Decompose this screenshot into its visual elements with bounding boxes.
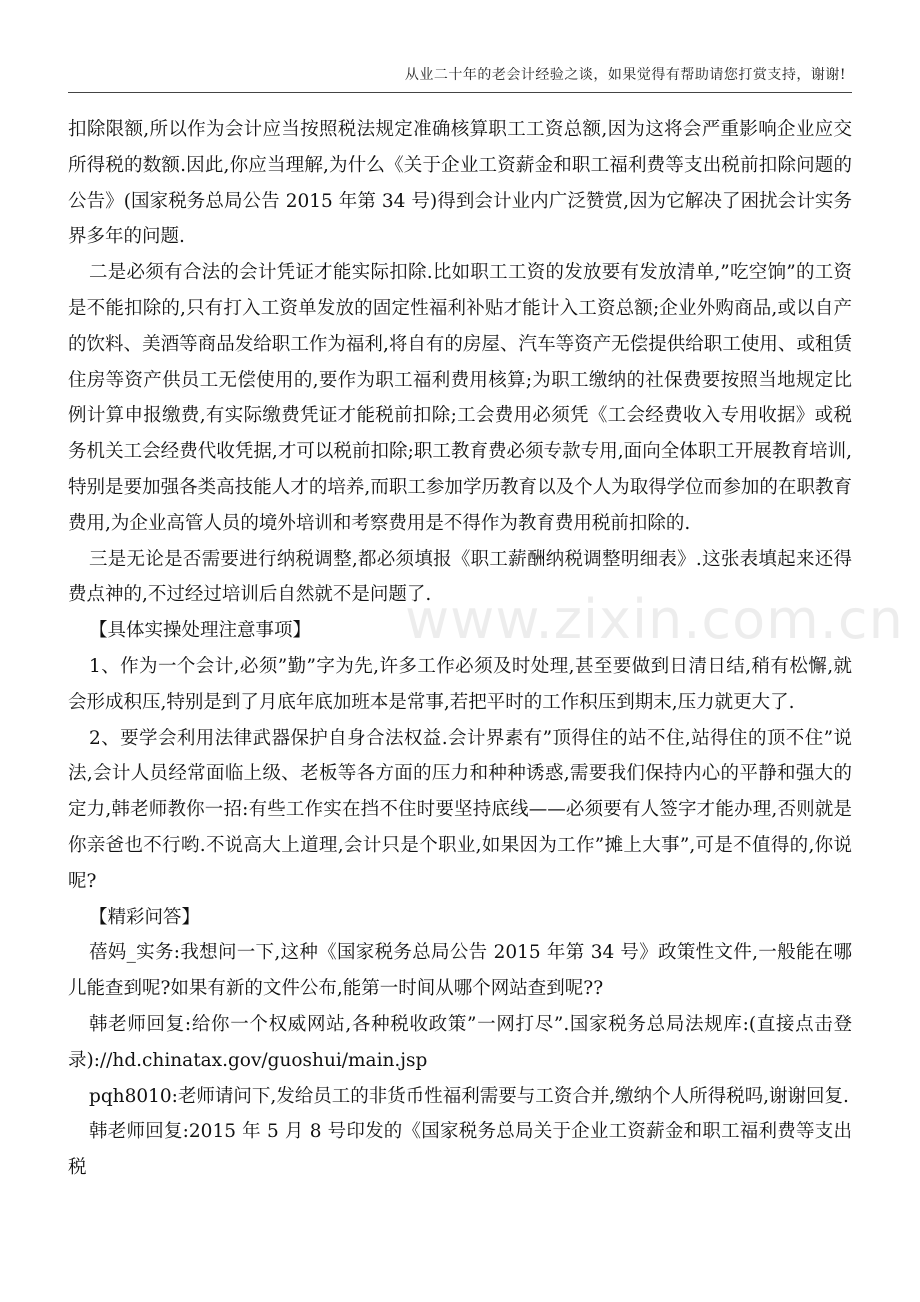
section-heading-qa: 【精彩问答】 <box>89 906 201 928</box>
paragraph-note-two: 2、要学会利用法律武器保护自身合法权益.会计界素有”顶得住的站不住,站得住的顶不住”说法,会计人员经常面临上级、老板等各方面的压力和种种诱惑,需要我们保持内心的平静和强大的定力,韩老师教你一招:有些工作实在挡不住时要坚持底线——必须要有人签字才能办理,否则就是你亲爸也不行哟.不说高大上道理,会计只是个职业,如果因为工作”摊上大事”,可是不值得的,你说呢? <box>68 727 852 892</box>
section-heading-practical-notes: 【具体实操处理注意事项】 <box>89 620 312 642</box>
header-divider <box>68 92 852 93</box>
page-header-tagline: 从业二十年的老会计经验之谈，如果觉得有帮助请您打赏支持，谢谢! <box>404 67 846 83</box>
paragraph-note-one: 1、作为一个会计,必须”勤”字为先,许多工作必须及时处理,甚至要做到日清日结,稍有松懈,就会形成积压,特别是到了月底年底加班本是常事,若把平时的工作积压到期末,压力就更大了. <box>68 655 852 713</box>
document-body <box>68 112 852 1186</box>
paragraph-point-three: 三是无论是否需要进行纳税调整,都必须填报《职工薪酬纳税调整明细表》.这张表填起来还得费点神的,不过经过培训后自然就不是问题了. <box>68 548 852 606</box>
watermark-text: www.zixin.com.cn <box>405 588 904 651</box>
qa-answer-1: 韩老师回复:给你一个权威网站,各种税收政策”一网打尽”.国家税务总局法规库:(直接点击登录)://hd.chinatax.gov/guoshui/main.jsp <box>68 1013 852 1071</box>
qa-question-2: pqh8010:老师请问下,发给员工的非货币性福利需要与工资合并,缴纳个人所得税吗,谢谢回复. <box>89 1085 849 1107</box>
paragraph-tax-limit: 扣除限额,所以作为会计应当按照税法规定准确核算职工工资总额,因为这将会严重影响企业应交所得税的数额.因此,你应当理解,为什么《关于企业工资薪金和职工福利费等支出税前扣除问题的公告》(国家税务总局公告 2015 年第 34 号)得到会计业内广泛赞赏,因为它解决了困扰会计实务界多年的问题. <box>68 119 852 248</box>
qa-answer-2: 韩老师回复:2015 年 5 月 8 号印发的《国家税务总局关于企业工资薪金和职工福利费等支出税 <box>68 1121 852 1179</box>
paragraph-point-two: 二是必须有合法的会计凭证才能实际扣除.比如职工工资的发放要有发放清单,”吃空饷”的工资是不能扣除的,只有打入工资单发放的固定性福利补贴才能计入工资总额;企业外购商品,或以自产的饮料、美酒等商品发给职工作为福利,将自有的房屋、汽车等资产无偿提供给职工使用、或租赁住房等资产供员工无偿使用的,要作为职工福利费用核算;为职工缴纳的社保费要按照当地规定比例计算申报缴费,有实际缴费凭证才能税前扣除;工会费用必须凭《工会经费收入专用收据》或税务机关工会经费代收凭据,才可以税前扣除;职工教育费必须专款专用,面向全体职工开展教育培训,特别是要加强各类高技能人才的培养,而职工参加学历教育以及个人为取得学位而参加的在职教育费用,为企业高管人员的境外培训和考察费用是不得作为教育费用税前扣除的. <box>68 262 852 534</box>
qa-question-1: 蓓妈_实务:我想问一下,这种《国家税务总局公告 2015 年第 34 号》政策性文件,一般能在哪儿能查到呢?如果有新的文件公布,能第一时间从哪个网站查到呢?? <box>68 942 852 1000</box>
